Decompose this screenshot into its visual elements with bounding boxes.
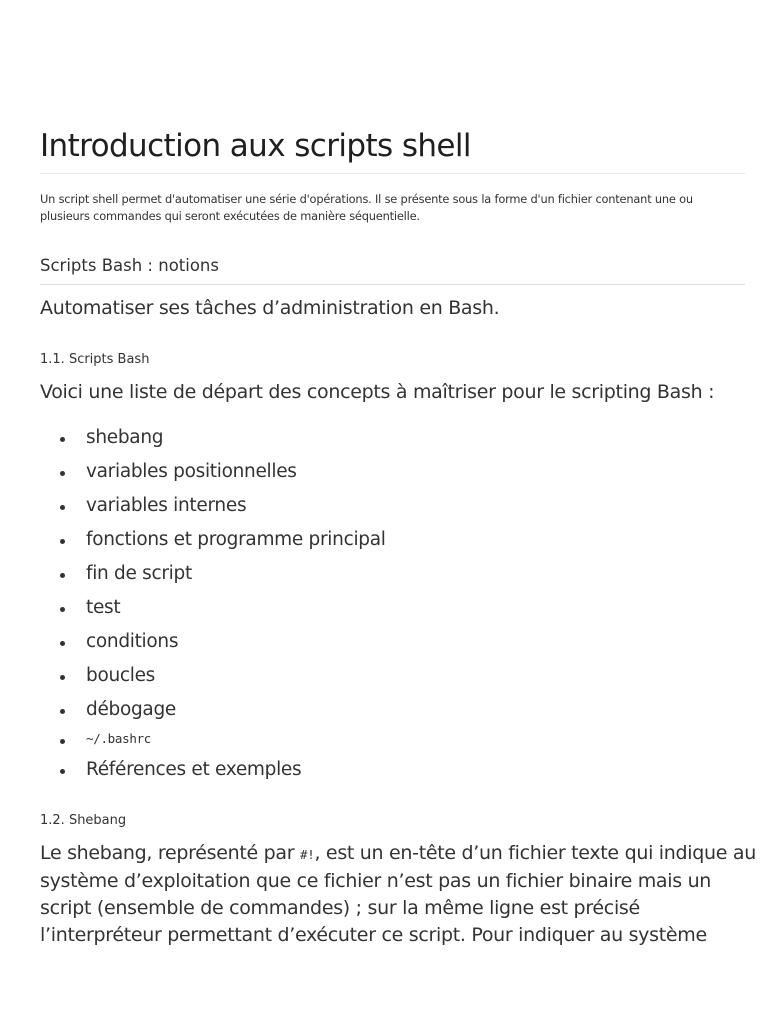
list-item	[40, 525, 745, 559]
list-item-label: variables positionnelles	[86, 461, 297, 482]
list-item-label: fonctions et programme principal	[86, 529, 386, 550]
list-item	[40, 593, 745, 627]
shebang-paragraph	[40, 840, 760, 949]
subsection-heading-shebang: 1.2. Shebang	[40, 813, 127, 828]
list-item-label: débogage	[86, 699, 176, 720]
shebang-code: #!	[300, 847, 315, 862]
bullet-icon	[60, 573, 65, 578]
bullet-icon	[60, 437, 65, 442]
list-item	[40, 729, 745, 755]
list-item-code: ~/.bashrc	[86, 731, 152, 746]
list-item	[40, 491, 745, 525]
bullet-icon	[60, 675, 65, 680]
list-item-label: fin de script	[86, 563, 192, 584]
bullet-icon	[60, 471, 65, 476]
shebang-text-after: , est un en-tête d’un fichier texte qui indique au système d’exploitation que ce fichier n’est pas un fichier binaire mais un script (ensemble de commandes) ; sur la même ligne est précisé l’interpréteur permettant d’exécuter ce script. Pour indiquer au système	[40, 842, 756, 946]
list-item-label: conditions	[86, 631, 179, 652]
list-item	[40, 457, 745, 491]
intro-paragraph: Un script shell permet d'automatiser une série d'opérations. Il se présente sous la forme d'un fichier contenant une ou plusieurs commandes qui seront exécutées de manière séquentielle.	[40, 192, 693, 223]
list-item	[40, 695, 745, 729]
bullet-icon	[60, 505, 65, 510]
list-item-label: variables internes	[86, 495, 247, 516]
list-item	[40, 423, 745, 457]
list-item-label: boucles	[86, 665, 156, 686]
bullet-icon	[60, 769, 65, 774]
list-item	[40, 627, 745, 661]
title-divider	[40, 173, 745, 174]
list-item	[40, 755, 745, 789]
subsection-heading-scripts-bash: 1.1. Scripts Bash	[40, 352, 150, 367]
list-item-label: shebang	[86, 427, 164, 448]
list-item-label: Références et exemples	[86, 759, 302, 780]
page-title: Introduction aux scripts shell	[40, 128, 471, 164]
concepts-intro-text: Voici une liste de départ des concepts à maîtriser pour le scripting Bash :	[40, 381, 715, 403]
bullet-icon	[60, 641, 65, 646]
list-item	[40, 661, 745, 695]
section-divider	[40, 284, 745, 285]
bullet-icon	[60, 709, 65, 714]
shebang-text-before: Le shebang, représenté par	[40, 842, 300, 864]
section-heading: Scripts Bash : notions	[40, 256, 219, 275]
list-item	[40, 559, 745, 593]
list-item-label: test	[86, 597, 121, 618]
bullet-icon	[60, 739, 65, 744]
bullet-icon	[60, 607, 65, 612]
section-lead: Automatiser ses tâches d’administration en Bash.	[40, 297, 500, 319]
bullet-icon	[60, 539, 65, 544]
concepts-list	[40, 423, 745, 789]
